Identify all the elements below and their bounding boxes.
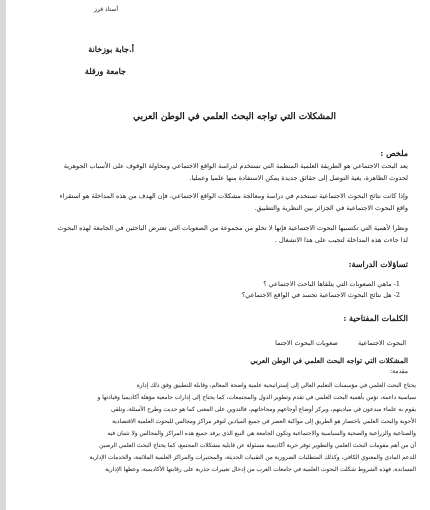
abstract-line: واقع البحوث الاجتماعية في الجزائر بين النظرية والتطبيق. <box>254 204 408 212</box>
body-line: للدعم المادي والمعنوي الكافي، وكذلك المتطلبات الضرورية من التقنيات الحديثة، والمختبرات والمراكز العلمية الملائمة، والخدمات الإدارية <box>89 455 416 461</box>
intro-heading: مقدمة: <box>390 368 408 375</box>
abstract-line: يعد البحث الاجتماعي هو الطريقة العلمية المنظمة التي تستخدم لدراسة الواقع الاجتماعي ومحاولة الوقوف على الأسباب الجوهرية <box>63 162 408 170</box>
body-line: سياسية داعمة، تؤمن بأهمية البحث العلمي في تقدم وتطوير الدول والمجتمعات، كما يحتاج إلى إدارات جامعية مؤهلة أكاديميا وقيادتها و <box>97 395 416 401</box>
body-line: المساندة، فهذه الشروط شكلت البحوث العلمية في جامعات الغرب من إدخال تغييرات جذرية على رقابتها الأكاديمية، وعطها الإدارية <box>105 467 416 473</box>
abstract-line: وإذا كانت نتائج البحوث الاجتماعية تستخدم في دراسة ومعالجة مشكلات الواقع الاجتماعي، فإن الهدف من هذه المداخلة هو استقراء <box>59 192 408 200</box>
abstract-line: لحدوث الظاهرة، بغية التوصل إلى حقائق جديدة يمكن الاستفادة منها علميا وعمليا. <box>189 174 408 182</box>
paper-title: المشكلات التي تواجه البحث العلمي في الوطن العربي <box>133 112 336 122</box>
abstract-line: ونظرا لأهمية التي تكتسيها البحوث الاجتماعية فإنها لا تخلو من مجموعة من الصعوبات التي تعترض الباحثين في الجامعة لهذه البحوث <box>57 224 408 232</box>
questions-heading: تساؤلات الدراسة: <box>348 259 408 269</box>
author-level: أستاذ قرز <box>94 6 118 13</box>
keywords-heading: الكلمات المفتاحية : <box>343 313 408 323</box>
author-name: أ.جابة بوزخانة <box>88 44 134 54</box>
body-line: يحتاج البحث العلمي في مؤسسات التعليم العالي إلى إستراتيجية علمية واضحة المعالم، وقابلة للتطبيق وفق ذلك إدارة <box>136 383 416 389</box>
author-university: جامعة ورقلة <box>84 66 126 76</box>
abstract-line: لذا جاءت هذه المداخلة لتجيب على هذا الانشغال . <box>274 236 408 244</box>
keyword-item: صعوبات البحوث الاجتما <box>275 339 338 347</box>
body-line: والصناعية والزراعية والصحية والسياسية والاجتماعية وتكون الجامعة هي النبع الذي يرفد جميع هذه المراكز والمجالس ولا تثمان فيه <box>107 431 416 437</box>
body-line: أن من أهم مقومات البحث العلمي والتطوير توفر حرية أكاديمية مسئولة عن قابلية مشكلات المجتمع، كما يحتاج البحث العلمي الرصين <box>99 443 416 449</box>
question-item: 2- هل نتائج البحوث الاجتماعية تجسد في الواقع الاجتماعي؟ <box>241 291 400 299</box>
keyword-item: البحوث الاجتماعية <box>357 339 406 347</box>
keywords-row <box>257 339 406 347</box>
question-item: 1- ماهي الصعوبات التي يتلقاها الباحث الاجتماعي ؟ <box>263 280 400 288</box>
abstract-heading: ملخص : <box>380 148 408 158</box>
body-line: يقوم به علماء مبدعون في ميادينهم، ويركز أوضاع أوجاعهم ومحاجاتهم، فالتدوين على المعنى كما هو حديث وطرح الأسئلة، وتلقي <box>110 407 416 413</box>
body-line: الأجوبة والبحث العلمي باختصار هو الطريق إلى مواكبة العصر في جميع الميادين لتوفر مراكز ومجالس للبحوث العلمية الاقتصادية <box>112 419 416 425</box>
document-page <box>6 0 430 510</box>
section-title: المشكلات التي تواجه البحث العلمي في الوطن العربي <box>250 356 408 365</box>
